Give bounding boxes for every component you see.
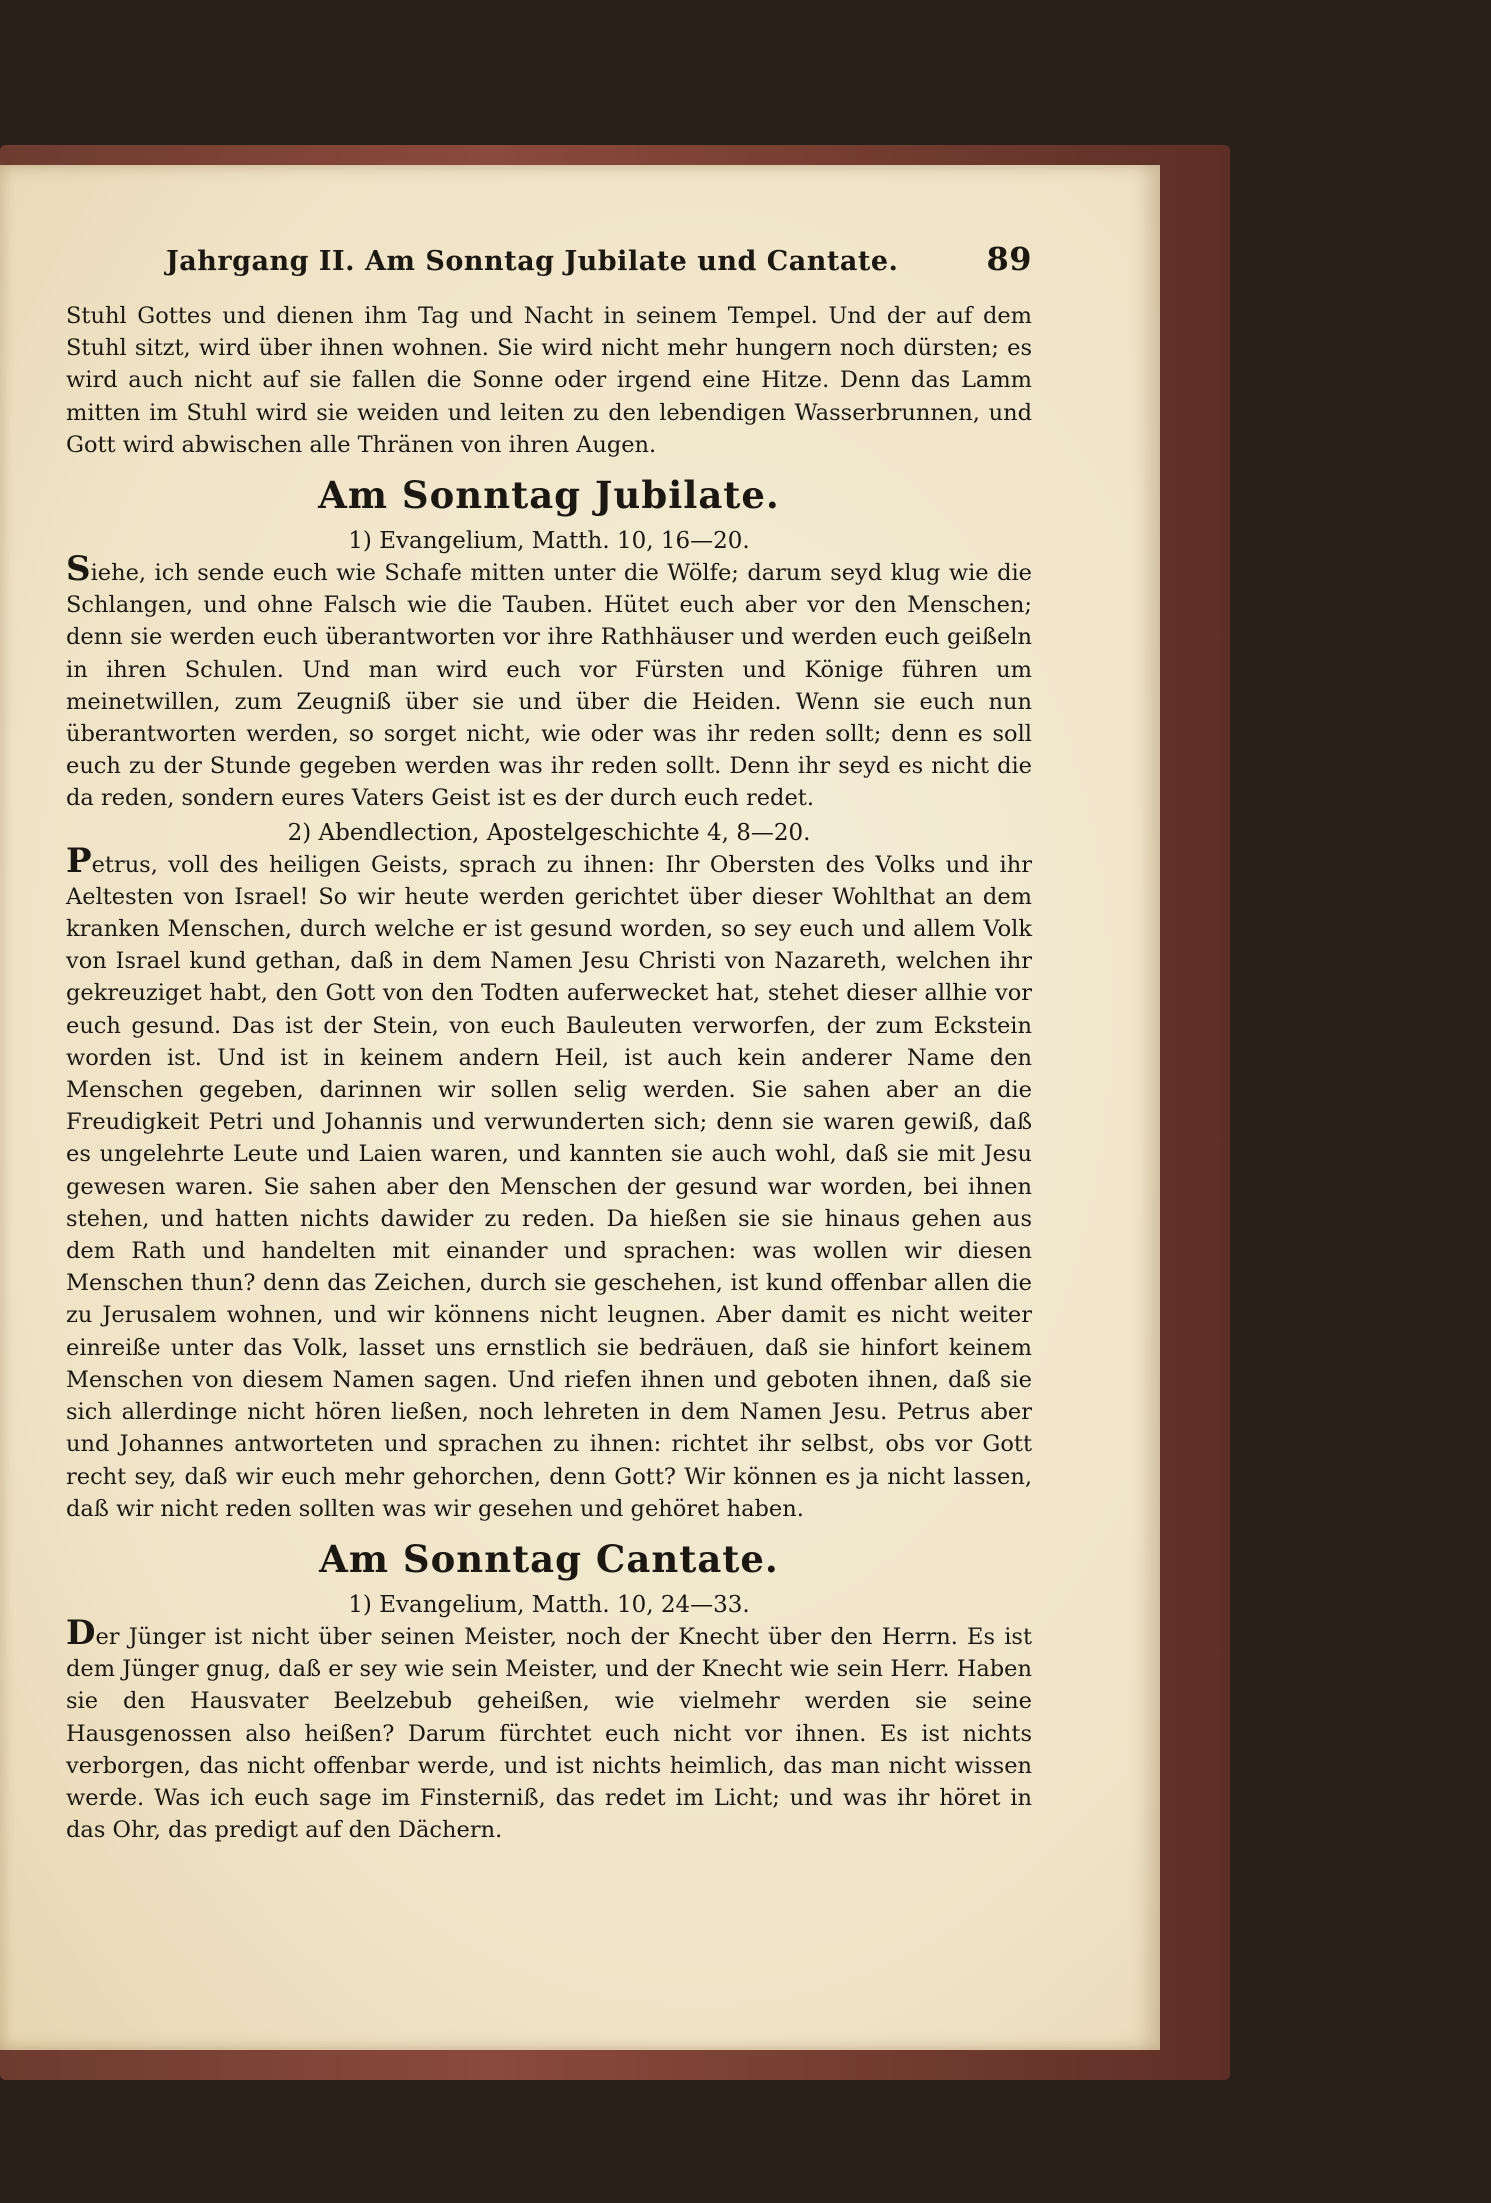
page-header [66, 240, 1032, 278]
running-title: Jahrgang II. Am Sonntag Jubilate und Cantate. [166, 246, 899, 277]
section-heading-cantate: Am Sonntag Cantate. [319, 1536, 779, 1581]
reading-title: 1) Evangelium, Matth. 10, 24—33. [348, 1591, 750, 1618]
drop-cap: S [66, 549, 91, 590]
reading-body: etrus, voll des heiligen Geists, sprach zu ihnen: Ihr Obersten des Volks und ihr Aeltesten von Israel! So wir heute werden gerichtet über dieser Wohlthat an dem kranken Menschen, durch welche er ist gesund worden, so sey euch und allem Volk von Israel kund gethan, daß in dem Namen Jesu Christi von Nazareth, welchen ihr gekreuziget habt, den Gott von den Todten auferwecket hat, stehet dieser allhie vor euch gesund. Das ist der Stein, von euch Bauleuten verworfen, der zum Eckstein worden ist. Und ist in keinem andern Heil, ist auch kein anderer Name den Menschen gegeben, darinnen wir sollen selig werden. Sie sahen aber an die Freudigkeit Petri und Johannis und verwunderten sich; denn sie waren gewiß, daß es ungelehrte Leute und Laien waren, und kannten sie auch wohl, daß sie mit Jesu gewesen waren. Sie sahen aber den Menschen der gesund war worden, bei ihnen stehen, und hatten nichts dawider zu reden. Da hießen sie sie hinaus gehen aus dem Rath und handelten mit einander und sprachen: was wollen wir diesen Menschen thun? denn das Zeichen, durch sie geschehen, ist kund offenbar allen die zu Jerusalem wohnen, und wir könnens nicht leugnen. Aber damit es nicht weiter einreiße unter das Volk, lasset uns ernstlich sie bedräuen, daß sie hinfort keinem Menschen von diesem Namen sagen. Und riefen ihnen und geboten ihnen, daß sie sich allerdinge nicht hören ließen, noch lehreten in dem Namen Jesu. Petrus aber und Johannes antworteten und sprachen zu ihnen: richtet ihr selbst, obs vor Gott recht sey, daß wir euch mehr gehorchen, denn Gott? Wir können es ja nicht lassen, daß wir nicht reden sollten was wir gesehen und gehöret haben. [66, 851, 1032, 1522]
drop-cap: D [66, 1612, 96, 1653]
reading-body: er Jünger ist nicht über seinen Meister, noch der Knecht über den Herrn. Es ist dem Jünger gnug, daß er sey wie sein Meister, und der Knecht wie sein Herr. Haben sie den Hausvater Beelzebub geheißen, wie vielmehr werden sie seine Hausgenossen also heißen? Darum fürchtet euch nicht vor ihnen. Es ist nichts verborgen, das nicht offenbar werde, und ist nichts heimlich, das man nicht wissen werde. Was ich euch sage im Finsterniß, das redet im Licht; und was ihr höret in das Ohr, das predigt auf den Dächern. [66, 1623, 1032, 1844]
reading-title: 1) Evangelium, Matth. 10, 16—20. [348, 528, 750, 555]
section-heading-jubilate: Am Sonntag Jubilate. [318, 473, 780, 518]
reading-text [66, 1612, 1032, 1846]
intro-paragraph: Stuhl Gottes und dienen ihm Tag und Nacht in seinem Tempel. Und der auf dem Stuhl sitzt, wird über ihnen wohnen. Sie wird nicht mehr hungern noch dürsten; es wird auch nicht auf sie fallen die Sonne oder irgend eine Hitze. Denn das Lamm mitten im Stuhl wird sie weiden und leiten zu den lebendigen Wasserbrunnen, und Gott wird abwischen alle Thränen von ihren Augen. [66, 303, 1032, 458]
reading-body: iehe, ich sende euch wie Schafe mitten unter die Wölfe; darum seyd klug wie die Schlangen, und ohne Falsch wie die Tauben. Hütet euch aber vor den Menschen; denn sie werden euch überantworten vor ihre Rathhäuser und werden euch geißeln in ihren Schulen. Und man wird euch vor Fürsten und Könige führen um meinetwillen, zum Zeugniß über sie und über die Heiden. Wenn sie euch nun überantworten werden, so sorget nicht, wie oder was ihr reden sollt; denn es soll euch zu der Stunde gegeben werden was ihr reden sollt. Denn ihr seyd es nicht die da reden, sondern eures Vaters Geist ist es der durch euch redet. [66, 560, 1032, 812]
drop-cap: P [66, 840, 92, 881]
book-page [0, 165, 1160, 2050]
page-number: 89 [986, 240, 1032, 278]
reading-text [66, 549, 1032, 815]
page-content [66, 240, 1032, 1846]
reading-text [66, 840, 1032, 1525]
reading-title: 2) Abendlection, Apostelgeschichte 4, 8—20. [287, 819, 811, 846]
